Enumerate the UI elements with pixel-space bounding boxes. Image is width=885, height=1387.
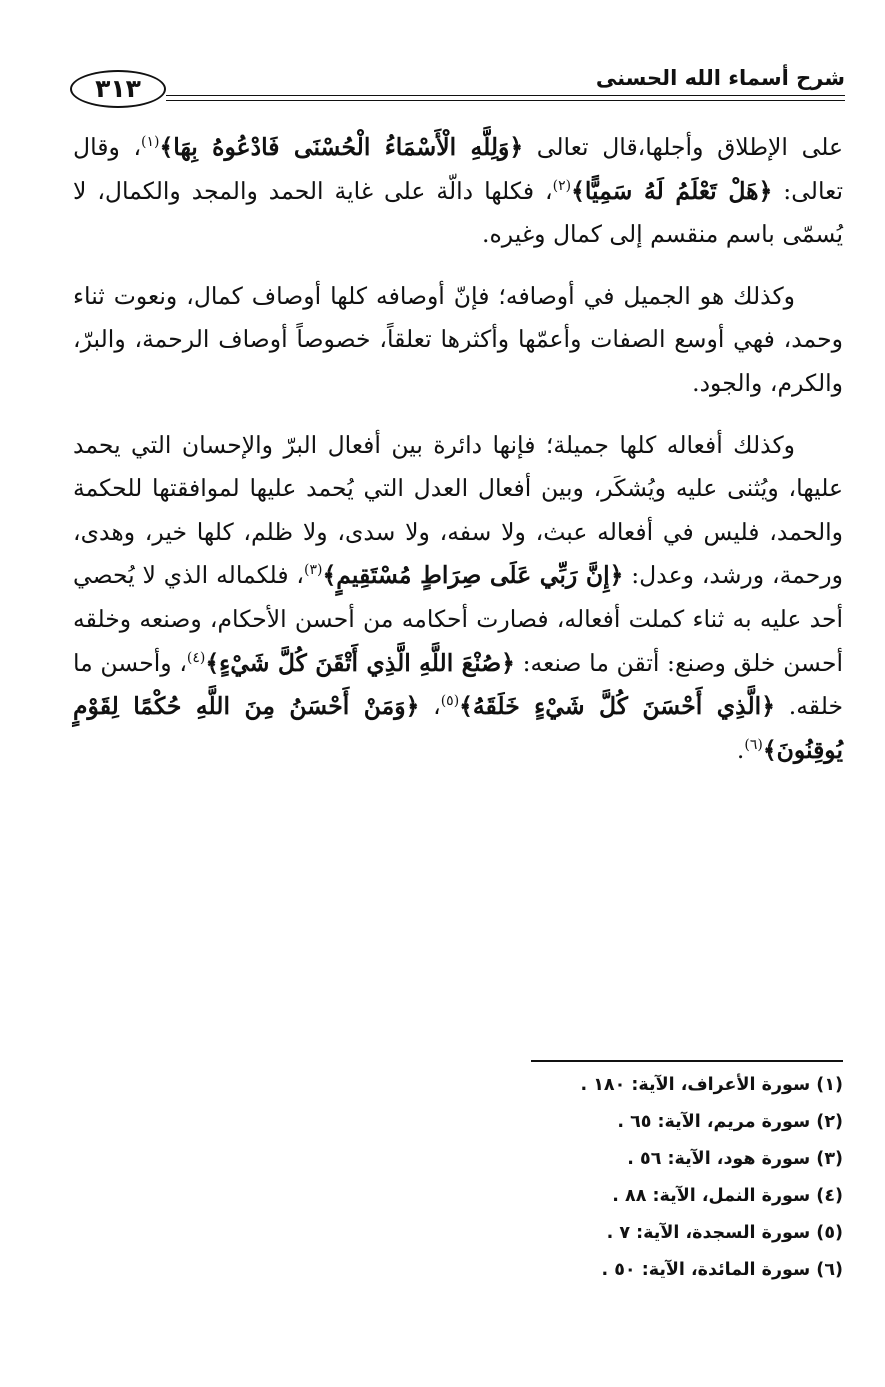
footnote-reference: (٤) bbox=[186, 649, 206, 666]
header-rule bbox=[166, 95, 845, 96]
quran-verse: ﴿الَّذِي أَحْسَنَ كُلَّ شَيْءٍ خَلَقَهُ﴾ bbox=[459, 692, 775, 721]
text-run: وكذلك أفعاله كلها جميلة؛ فإنها دائرة بين أفعال البرّ والإحسان التي يحمد عليها، ويُثنى عليه ويُشكَر، وبين أفعال العدل التي يُحمد عليها لموافقتها للحكمة والحمد، فليس في أفعاله عبث، ولا سفه، ولا سدى، ولا ظلم، كلها خير، وهدى، ورحمة، ورشد، وعدل: bbox=[73, 430, 843, 590]
footnote-reference: (٢) bbox=[552, 177, 572, 194]
text-run: ، bbox=[419, 692, 441, 721]
main-text bbox=[73, 126, 843, 790]
text-run: ، فلكماله الذي لا يُحصي أحد عليه به ثناء كملت أفعاله، فصارت أحكامه من أحسن الأحكام، وصنعه وخلقه أحسن خلق وصنع: أتقن ما صنعه: bbox=[73, 561, 844, 677]
footnote-reference: (٦) bbox=[744, 736, 763, 753]
paragraph-1 bbox=[73, 126, 843, 257]
book-title: شرح أسماء الله الحسنى bbox=[595, 66, 845, 90]
quran-verse: ﴿صُنْعَ اللَّهِ الَّذِي أَتْقَنَ كُلَّ شَيْءٍ﴾ bbox=[205, 648, 515, 677]
footnote-rule bbox=[531, 1060, 843, 1062]
quran-verse: ﴿وَمَنْ أَحْسَنُ مِنَ اللَّهِ حُكْمًا لِقَوْمٍ يُوقِنُونَ﴾ bbox=[73, 692, 843, 764]
running-header bbox=[70, 62, 845, 122]
quran-verse: ﴿إِنَّ رَبِّي عَلَى صِرَاطٍ مُسْتَقِيمٍ﴾ bbox=[322, 561, 624, 590]
text-run: ، وقال تعالى: bbox=[73, 133, 843, 205]
footnote-1: (١) سورة الأعراف، الآية: ١٨٠ . bbox=[580, 1075, 843, 1095]
quran-verse: ﴿وَلِلَّهِ الْأَسْمَاءُ الْحُسْنَى فَادْعُوهُ بِهَا﴾ bbox=[159, 133, 524, 161]
header-rule bbox=[166, 100, 845, 101]
text-run: ، فكلها دالّة على غاية الحمد والمجد والكمال، لا يُسمّى باسم منقسم إلى كمال وغيره. bbox=[73, 176, 843, 249]
footnote-6: (٦) سورة المائدة، الآية: ٥٠ . bbox=[601, 1260, 843, 1280]
footnote-reference: (٥) bbox=[440, 693, 460, 710]
page-number: ٣١٣ bbox=[70, 70, 166, 108]
paragraph-2 bbox=[73, 275, 843, 406]
paragraph-3 bbox=[73, 424, 843, 773]
footnote-5: (٥) سورة السجدة، الآية: ٧ . bbox=[606, 1223, 843, 1243]
footnote-reference: (٣) bbox=[304, 562, 323, 579]
footnote-3: (٣) سورة هود، الآية: ٥٦ . bbox=[627, 1149, 843, 1169]
quran-verse: ﴿هَلْ تَعْلَمُ لَهُ سَمِيًّا﴾ bbox=[571, 176, 773, 205]
text-run: وكذلك هو الجميل في أوصافه؛ فإنّ أوصافه كلها أوصاف كمال، ونعوت ثناء وحمد، فهي أوسع الصفات وأعمّها وأكثرها تعلقاً، خصوصاً أوصاف الرحمة، والبرّ، والكرم، والجود. bbox=[73, 281, 843, 397]
footnotes bbox=[343, 1070, 843, 1292]
footnote-reference: (١) bbox=[141, 134, 160, 151]
footnote-4: (٤) سورة النمل، الآية: ٨٨ . bbox=[612, 1186, 843, 1206]
text-run: . bbox=[736, 735, 745, 764]
text-run: على الإطلاق وأجلها،قال تعالى bbox=[523, 133, 843, 161]
footnote-2: (٢) سورة مريم، الآية: ٦٥ . bbox=[617, 1112, 843, 1132]
text-run: ، وأحسن ما خلقه. bbox=[73, 648, 843, 721]
